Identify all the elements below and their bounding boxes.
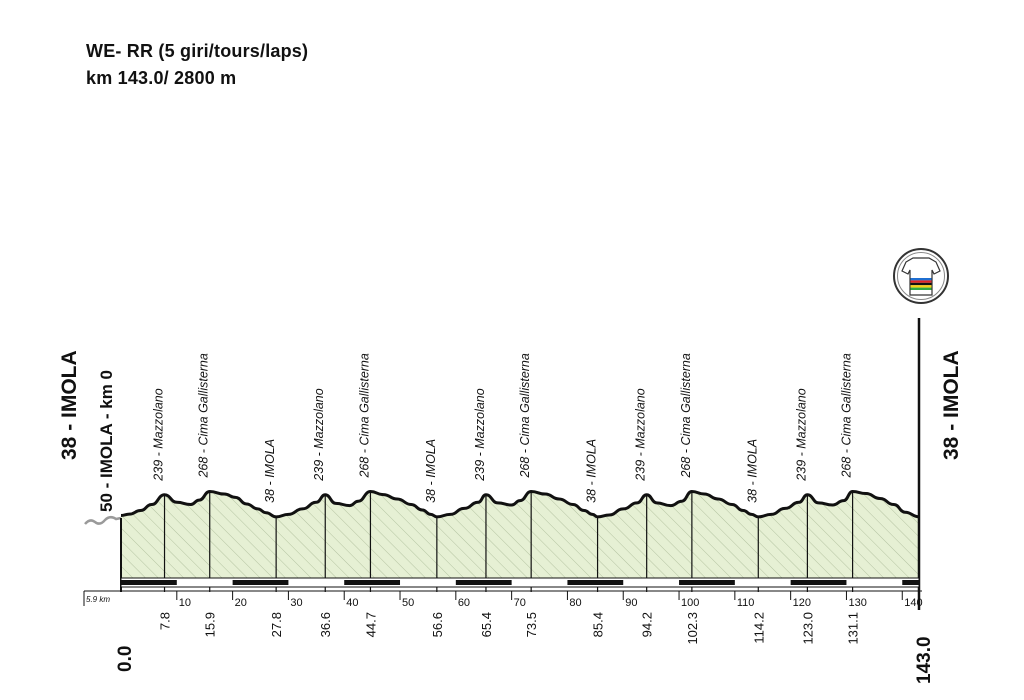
waypoint-km-label: 44.7: [363, 612, 379, 638]
waypoint-label: 239 - Mazzolano: [794, 388, 809, 481]
waypoint-km-label: 27.8: [269, 612, 285, 638]
waypoint-km-label: 36.6: [318, 612, 334, 638]
waypoint-label: 38 - IMOLA: [263, 438, 278, 503]
rainbow-jersey-icon: [894, 249, 948, 303]
waypoint-km-label: 85.4: [590, 612, 606, 638]
km-ruler-segment: [344, 580, 400, 585]
waypoint-km-label: 94.2: [639, 612, 655, 638]
waypoint-label: 268 - Cima Gallisterna: [357, 353, 372, 478]
start-location-label: 38 - IMOLA: [58, 350, 81, 460]
distance-tick-label: 140: [904, 597, 923, 609]
distance-tick-label: 110: [736, 597, 755, 609]
distance-tick-label: 10: [178, 597, 192, 609]
waypoint-label: 38 - IMOLA: [423, 438, 438, 503]
waypoint-label: 239 - Mazzolano: [633, 388, 648, 481]
waypoint-label: 268 - Cima Gallisterna: [678, 353, 693, 478]
distance-tick-label: 20: [234, 597, 247, 609]
km-ruler-segment: [121, 580, 177, 585]
waypoint-km-label: 73.5: [524, 612, 540, 638]
race-distance-elevation: km 143.0/ 2800 m: [86, 68, 237, 88]
race-title: WE- RR (5 giri/tours/laps): [86, 41, 309, 61]
waypoint-km-label: 15.9: [202, 612, 218, 638]
waypoint-label: 239 - Mazzolano: [151, 388, 166, 481]
waypoint-km-label: 65.4: [478, 612, 494, 638]
waypoint-label: 38 - IMOLA: [584, 438, 599, 503]
distance-tick-label: 30: [290, 597, 303, 609]
finish-location-label: 38 - IMOLA: [940, 350, 963, 460]
distance-tick-label: 40: [346, 597, 359, 609]
waypoint-km-label: 56.6: [429, 612, 445, 638]
km-ruler-segment: [679, 580, 735, 585]
waypoint-label: 239 - Mazzolano: [472, 388, 487, 481]
neutral-zone-label: 5.9 km: [86, 595, 111, 604]
km-ruler-segment: [456, 580, 512, 585]
distance-tick-label: 90: [625, 597, 638, 609]
profile-area: [121, 492, 919, 578]
km-ruler-segment: [791, 580, 847, 585]
distance-tick-label: 80: [569, 597, 582, 609]
distance-tick-label: 130: [848, 597, 867, 609]
distance-tick-label: 100: [681, 597, 700, 609]
km-ruler-segment: [233, 580, 289, 585]
km-ruler-segment: [902, 580, 919, 585]
waypoint-km-label: 7.8: [157, 612, 173, 631]
waypoint-label: 38 - IMOLA: [745, 438, 760, 503]
distance-tick-label: 60: [457, 597, 471, 609]
distance-tick-label: 70: [513, 597, 526, 609]
start-km-label: 50 - IMOLA - km 0: [97, 369, 116, 512]
distance-tick-label: 50: [402, 597, 415, 609]
neutral-zone-line: [85, 517, 121, 524]
waypoint-label: 268 - Cima Gallisterna: [518, 353, 533, 478]
waypoint-label: 268 - Cima Gallisterna: [196, 353, 211, 478]
waypoint-km-label: 114.2: [751, 612, 767, 644]
finish-km-value: 143.0: [914, 636, 935, 684]
waypoint-label: 239 - Mazzolano: [312, 388, 327, 481]
waypoint-km-label: 131.1: [845, 612, 861, 645]
waypoint-km-label: 102.3: [684, 612, 700, 645]
waypoint-km-label: 123.0: [800, 612, 816, 645]
start-km-value: 0.0: [115, 645, 136, 672]
waypoint-label: 268 - Cima Gallisterna: [839, 353, 854, 478]
km-ruler-segment: [567, 580, 623, 585]
distance-tick-label: 120: [792, 597, 812, 609]
